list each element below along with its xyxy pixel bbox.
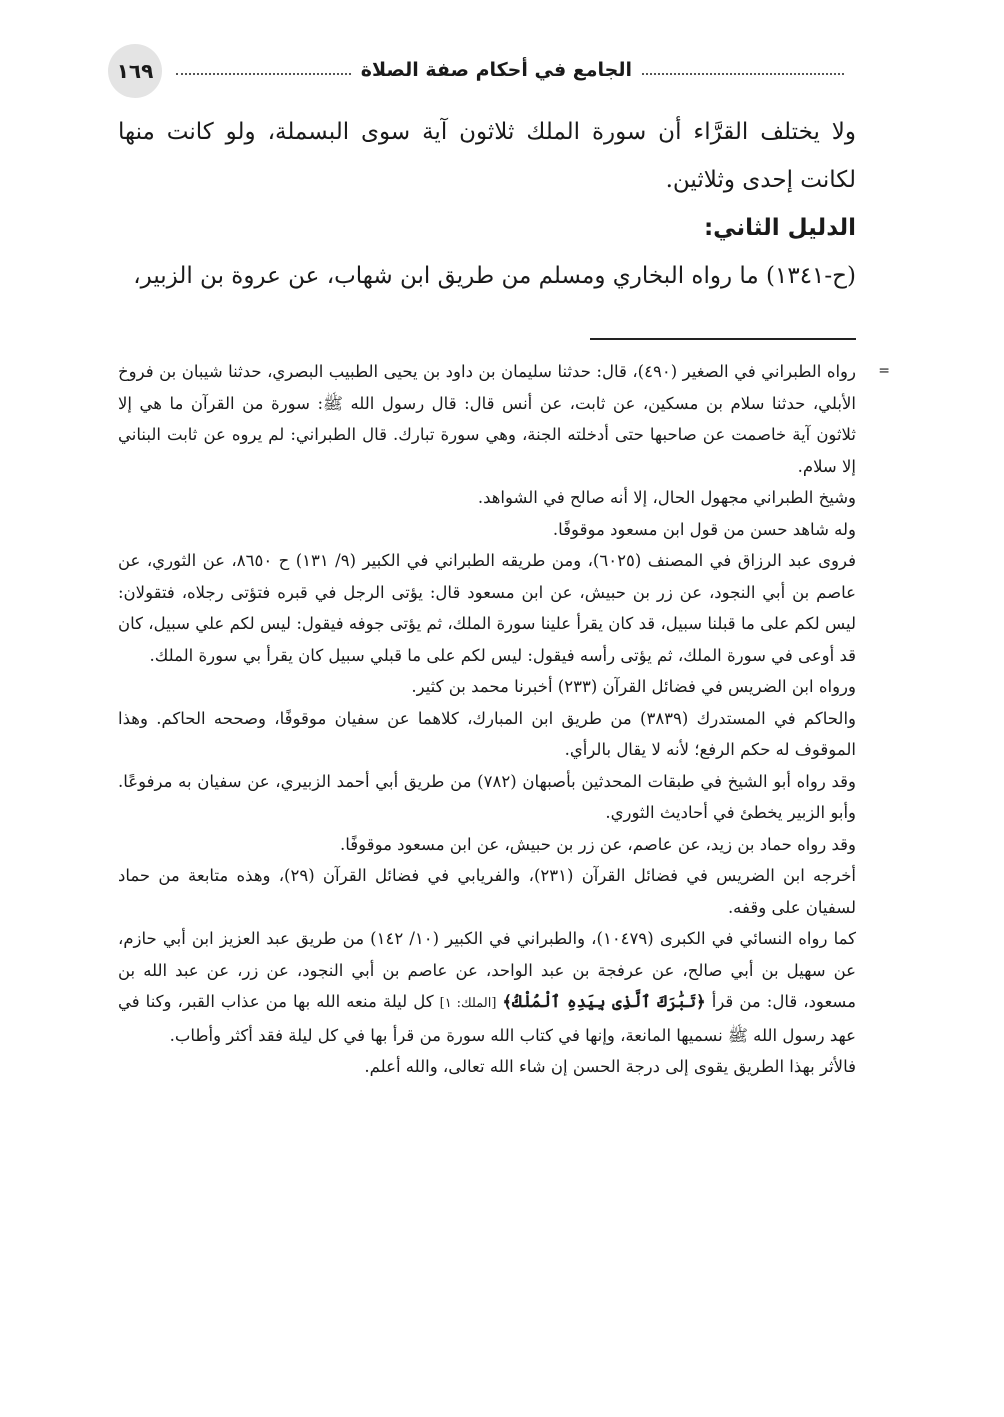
quran-verse: ﴿تَبَٰرَكَ ٱلَّذِى بِيَدِهِ ٱلْمُلْكُ﴾ — [502, 992, 706, 1011]
footnote-text: رواه الطبراني في الصغير (٤٩٠)، قال: حدثنا سليمان بن داود بن يحيى الطبيب البصري، حدثنا شيبان بن فروخ الأبلي، حدثنا سلام بن مسكين، عن ثابت، عن أنس قال: قال رسول الله ﷺ: سورة من القرآن ما هي إلا ثلاثون آية خاصمت عن صاحبها حتى أدخلته الجنة، وهي سورة تبارك. قال الطبراني: لم يروه عن ثابت البناني إلا سلام. — [118, 362, 856, 476]
footnote-conclusion: فالأثر بهذا الطريق يقوى إلى درجة الحسن إن شاء الله تعالى، والله أعلم. — [364, 1057, 856, 1076]
footnote-paragraph: أخرجه ابن الضريس في فضائل القرآن (٢٣١)، والفريابي في فضائل القرآن (٢٩)، وهذه متابعة من حماد لسفيان على وقفه. — [118, 866, 856, 917]
main-text — [118, 108, 856, 300]
footnote-paragraph: والحاكم في المستدرك (٣٨٣٩) من طريق ابن المبارك، كلاهما عن سفيان موقوفًا، وصححه الحاكم. وهذا الموقوف له حكم الرفع؛ لأنه لا يقال بالرأي. — [118, 708, 857, 759]
footnote-paragraph: فروى عبد الرزاق في المصنف (٦٠٢٥)، ومن طريقه الطبراني في الكبير (٩/ ١٣١) ح ٨٦٥٠، عن الثوري، عن عاصم بن أبي النجود، عن زر بن حبيش، عن ابن مسعود قال: يؤتى الرجل في قبره فتؤتى رجلاه، فتقولان: ليس لكم على ما قبلنا سبيل، قد كان يقرأ علينا سورة الملك، ثم يؤتى جوفه فيقول: ليس لكم علي سبيل، كان قد أوعى في سورة الملك، ثم يؤتى رأسه فيقول: ليس لكم على ما قبلي سبيل كان يقرأ بي سورة الملك. — [118, 551, 856, 665]
page-number: ١٦٩ — [108, 44, 162, 98]
running-head — [176, 55, 844, 85]
footnote-separator — [590, 338, 856, 340]
footnote-text: كل ليلة منعه الله بها من عذاب القبر، وكنا في عهد رسول الله ﷺ نسميها المانعة، وإنها في كتاب الله سورة من قرأ بها في كل ليلة فقد أكثر وأطاب. — [118, 992, 856, 1045]
section-heading: الدليل الثاني: — [703, 215, 856, 241]
footnote-paragraph: ورواه ابن الضريس في فضائل القرآن (٢٣٣) أخبرنا محمد بن كثير. — [411, 677, 856, 696]
footnotes — [118, 356, 890, 1083]
main-paragraph-1: ولا يختلف القرَّاء أن سورة الملك ثلاثون آية سوى البسملة، ولو كانت منها لكانت إحدى وثلاثين. — [118, 119, 856, 193]
header-dots-left — [176, 73, 351, 75]
quran-reference: [الملك: ١] — [439, 996, 497, 1011]
footnote-paragraph — [118, 356, 890, 482]
footnote-text: كما رواه النسائي في الكبرى (١٠٤٧٩)، والطبراني في الكبير (١٠/ ١٤٢) من طريق عبد العزيز ابن أبي حازم، عن سهيل بن أبي صالح، عن عرفجة بن عبد الواحد، عن عاصم بن أبي النجود، عن زر، عن عبد الله بن مسعود، قال: من قرأ — [118, 929, 857, 1011]
running-title: الجامع في أحكام صفة الصلاة — [360, 59, 632, 81]
footnote-continuation-marker: = — [878, 363, 890, 379]
footnote-paragraph: وقد رواه أبو الشيخ في طبقات المحدثين بأصبهان (٧٨٢) من طريق أبي أحمد الزبيري، عن سفيان به مرفوعًا. وأبو الزبير يخطئ في أحاديث الثوري. — [118, 771, 856, 822]
main-paragraph-2: (ح-١٣٤١) ما رواه البخاري ومسلم من طريق ابن شهاب، عن عروة بن الزبير، — [133, 263, 856, 289]
header-dots-right — [642, 73, 844, 75]
footnote-paragraph: وله شاهد حسن من قول ابن مسعود موقوفًا. — [552, 519, 856, 539]
footnote-paragraph: وشيخ الطبراني مجهول الحال، إلا أنه صالح في الشواهد. — [477, 488, 856, 507]
footnote-paragraph: وقد رواه حماد بن زيد، عن عاصم، عن زر بن حبيش، عن ابن مسعود موقوفًا. — [340, 834, 856, 854]
footnote-paragraph — [118, 923, 856, 1051]
